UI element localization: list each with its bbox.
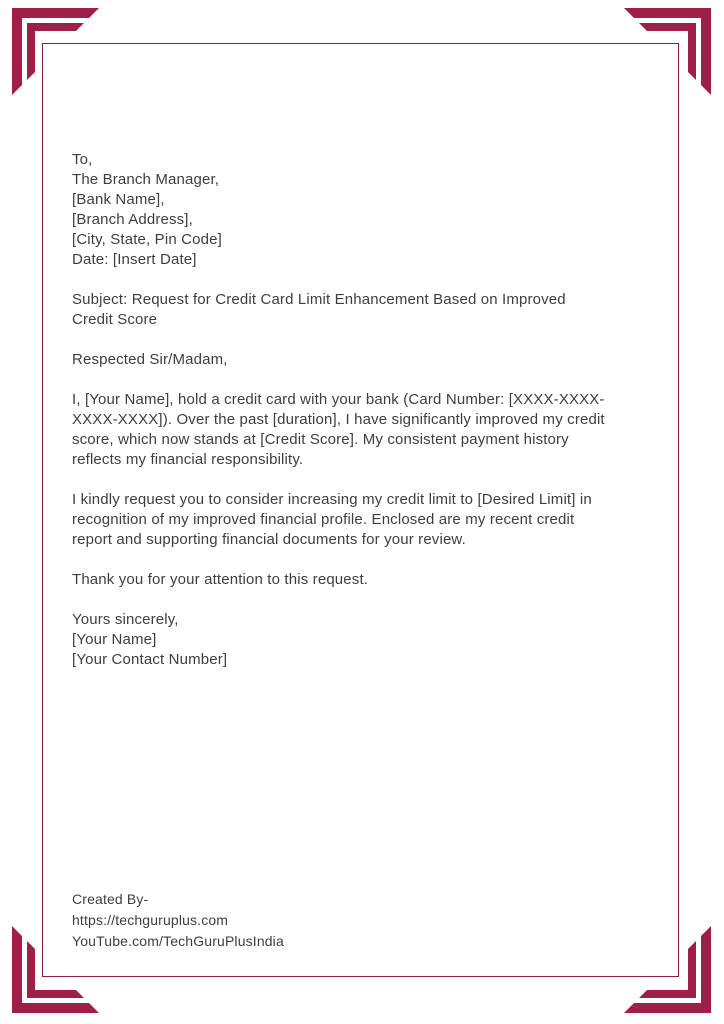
subject-line: Credit Score <box>72 311 158 328</box>
paragraph-line: XXXX-XXXX]). Over the past [duration], I have significantly improved my credit <box>72 411 605 428</box>
letter-date-line: Date: [Insert Date] <box>72 251 197 268</box>
subject-block <box>72 290 656 330</box>
recipient-line: [Branch Address], <box>72 211 193 228</box>
recipient-line: [Bank Name], <box>72 191 165 208</box>
closing-line: Yours sincerely, <box>72 611 179 628</box>
paragraph-line: I kindly request you to consider increasing my credit limit to [Desired Limit] in <box>72 491 592 508</box>
footer-website-url: https://techguruplus.com <box>72 912 229 928</box>
signature-block <box>72 610 656 670</box>
paragraph-line: report and supporting financial documents for your review. <box>72 531 466 548</box>
footer-credit <box>72 889 284 952</box>
paragraph-line: score, which now stands at [Credit Score]. My consistent payment history <box>72 431 569 448</box>
letter-content <box>72 150 656 670</box>
signature-name-line: [Your Name] <box>72 631 157 648</box>
thank-you-block <box>72 570 656 590</box>
paragraph-line: reflects my financial responsibility. <box>72 451 304 468</box>
signature-contact-line: [Your Contact Number] <box>72 651 228 668</box>
corner-chevron-icon <box>624 926 711 1013</box>
corner-chevron-icon <box>12 8 99 95</box>
footer-created-by-line: Created By- <box>72 891 149 907</box>
recipient-line: To, <box>72 151 93 168</box>
paragraph-line: I, [Your Name], hold a credit card with your bank (Card Number: [XXXX-XXXX- <box>72 391 605 408</box>
corner-chevron-icon <box>624 8 711 95</box>
thank-you-line: Thank you for your attention to this request. <box>72 571 369 588</box>
body-paragraph-2 <box>72 490 656 550</box>
paragraph-line: recognition of my improved financial profile. Enclosed are my recent credit <box>72 511 575 528</box>
recipient-line: The Branch Manager, <box>72 171 220 188</box>
recipient-address-block <box>72 150 656 270</box>
body-paragraph-1 <box>72 390 656 470</box>
salutation-block <box>72 350 656 370</box>
subject-line: Subject: Request for Credit Card Limit Enhancement Based on Improved <box>72 291 566 308</box>
recipient-line: [City, State, Pin Code] <box>72 231 222 248</box>
footer-youtube-url: YouTube.com/TechGuruPlusIndia <box>72 933 284 949</box>
salutation-line: Respected Sir/Madam, <box>72 351 228 368</box>
